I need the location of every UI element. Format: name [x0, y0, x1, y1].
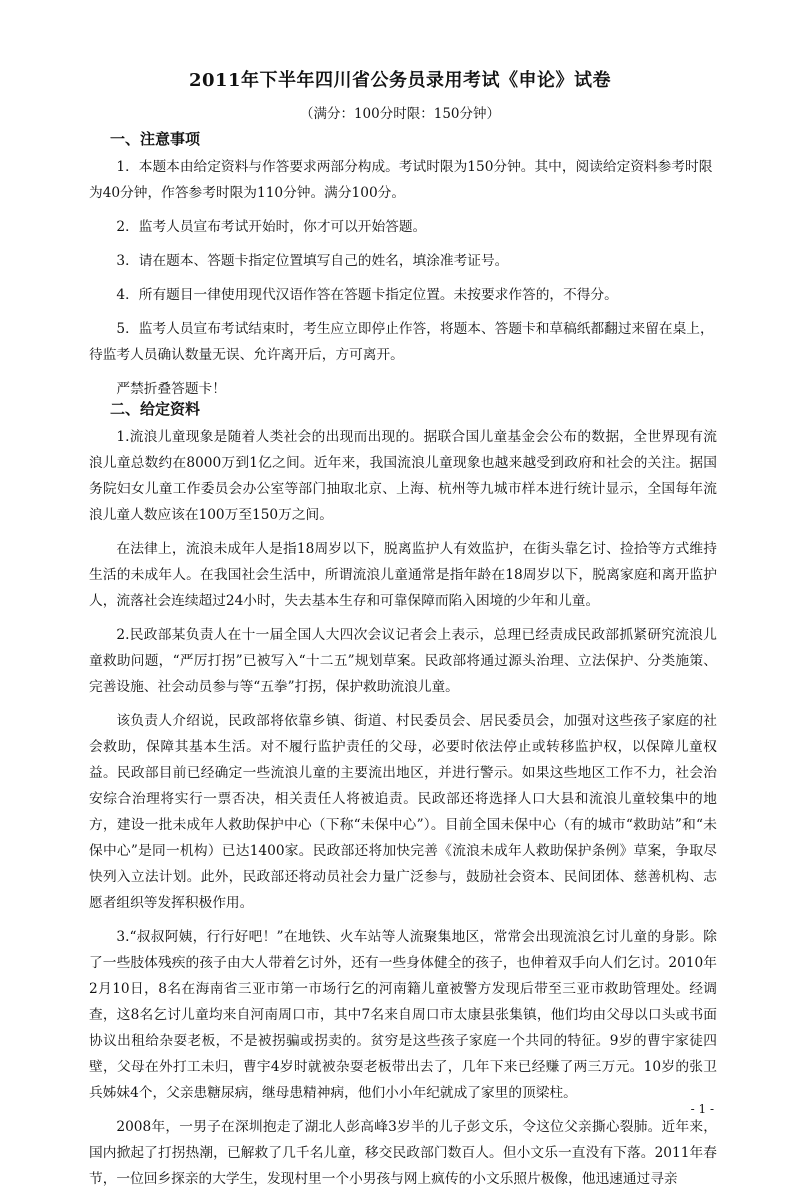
- notice-item: 1．本题本由给定资料与作答要求两部分构成。考试时限为150分钟。其中，阅读给定资料参考时限为40分钟，作答参考时限为110分钟。满分100分。: [89, 159, 713, 201]
- notice-item: 3．请在题本、答题卡指定位置填写自己的姓名，填涂准考证号。: [116, 253, 509, 269]
- notice-list: [89, 154, 717, 410]
- material-paragraph: 该负责人介绍说，民政部将依靠乡镇、街道、村民委员会、居民委员会，加强对这些孩子家庭的社会救助，保障其基本生活。对不履行监护责任的父母，必要时依法停止或转移监护权，以保障儿童权益。民政部目前已经确定一些流浪儿童的主要流出地区，并进行警示。如果这些地区工作不力，社会治安综合治理将实行一票否决，相关责任人将被追责。民政部还将选择人口大县和流浪儿童较集中的地方，建设一批未成年人救助保护中心（下称“未保中心”）。目前全国未保中心（有的城市“救助站”和“未保中心”是同一机构）已达1400家。民政部还将加快完善《流浪未成年人救助保护条例》草案，争取尽快列入立法计划。此外，民政部还将动员社会力量广泛参与，鼓励社会资本、民间团体、慈善机构、志愿者组织等发挥积极作用。: [89, 713, 717, 911]
- material-paragraph: 2008年，一男子在深圳抱走了湖北人彭高峰3岁半的儿子彭文乐，令这位父亲撕心裂肺。近年来，国内掀起了打拐热潮，已解救了几千名儿童，移交民政部门数百人。但小文乐一直没有下落。2011年春节，一位回乡探亲的大学生，发现村里一个小男孩与网上疯传的小文乐照片极像，他迅速通过寻亲: [89, 1119, 717, 1187]
- exam-title: 2011年下半年四川省公务员录用考试《申论》试卷: [188, 70, 612, 91]
- notice-item: 5．监考人员宣布考试结束时，考生应立即停止作答，将题本、答题卡和草稿纸都翻过来留在桌上，待监考人员确认数量无误、允许离开后，方可离开。: [89, 321, 714, 363]
- material-paragraph: 3.“叔叔阿姨，行行好吧！”在地铁、火车站等人流聚集地区，常常会出现流浪乞讨儿童的身影。除了一些肢体残疾的孩子由大人带着乞讨外，还有一些身体健全的孩子，也伸着双手向人们乞讨。2010年2月10日，8名在海南省三亚市第一市场行乞的河南籍儿童被警方发现后带至三亚市救助管理处。经调查，这8名乞讨儿童均来自河南周口市，其中7名来自周口市太康县张集镇，他们均由父母以口头或书面协议出租给杂耍老板，不是被拐骗或拐卖的。贫穷是这些孩子家庭一个共同的特征。9岁的曹宇家徒四壁，父母在外打工未归，曹宇4岁时就被杂耍老板带出去了，几年下来已经赚了两三万元。10岁的张卫兵姊妹4个，父亲患糖尿病，继母患精神病，他们小小年纪就成了家里的顶梁柱。: [89, 929, 717, 1101]
- section-heading-materials: 二、给定资料: [110, 400, 201, 418]
- page-number: - 1 -: [690, 1102, 714, 1116]
- exam-subtitle: （满分：100分时限：150分钟）: [299, 106, 501, 122]
- material-paragraph: 2.民政部某负责人在十一届全国人大四次会议记者会上表示，总理已经责成民政部抓紧研究流浪儿童救助问题，“严厉打拐”已被写入“十二五”规划草案。民政部将通过源头治理、立法保护、分类施策、完善设施、社会动员参与等“五拳”打拐，保护救助流浪儿童。: [89, 627, 717, 695]
- notice-item: 4．所有题目一律使用现代汉语作答在答题卡指定位置。未按要求作答的，不得分。: [116, 287, 618, 303]
- notice-warning: 严禁折叠答题卡！: [116, 381, 226, 397]
- materials-body: [89, 424, 717, 1200]
- material-paragraph: 在法律上，流浪未成年人是指18周岁以下，脱离监护人有效监护，在街头靠乞讨、捡拾等方式维持生活的未成年人。在我国社会生活中，所谓流浪儿童通常是指年龄在18周岁以下，脱离家庭和离开监护人，流落社会连续超过24小时，失去基本生存和可靠保障而陷入困境的少年和儿童。: [89, 541, 717, 609]
- section-heading-notice: 一、注意事项: [110, 130, 201, 148]
- material-paragraph: 1.流浪儿童现象是随着人类社会的出现而出现的。据联合国儿童基金会公布的数据，全世界现有流浪儿童总数约在8000万到1亿之间。近年来，我国流浪儿童现象也越来越受到政府和社会的关注。据国务院妇女儿童工作委员会办公室等部门抽取北京、上海、杭州等九城市样本进行统计显示，全国每年流浪儿童人数应该在100万至150万之间。: [89, 429, 717, 523]
- notice-item: 2．监考人员宣布考试开始时，你才可以开始答题。: [116, 219, 427, 235]
